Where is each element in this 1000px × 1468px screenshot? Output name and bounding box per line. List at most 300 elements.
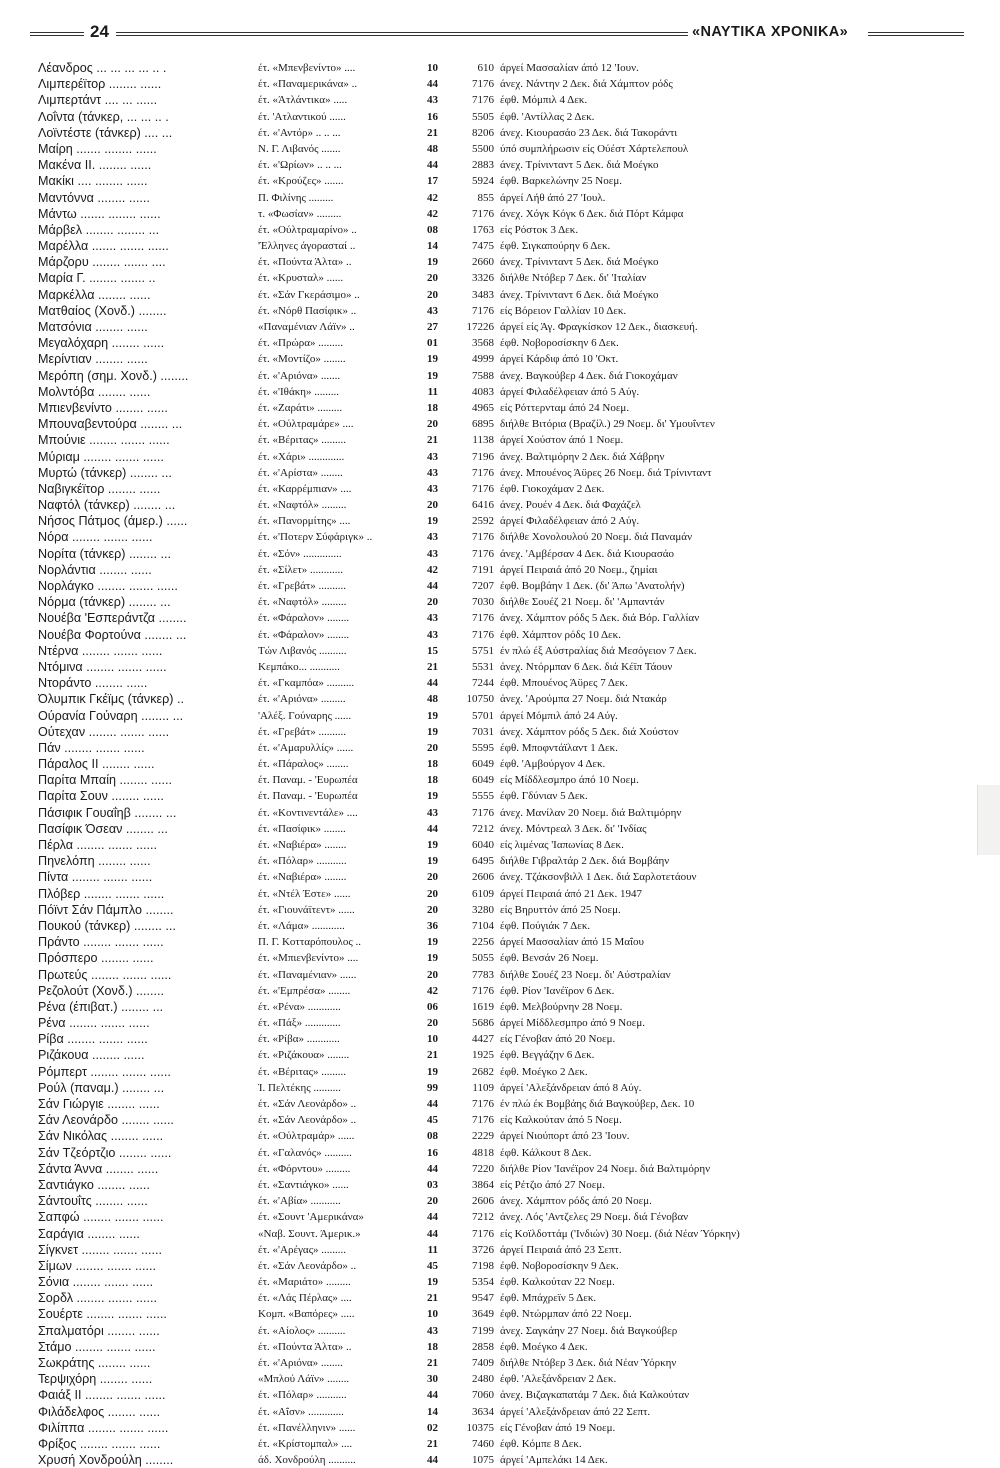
build-year: 43 [427, 1324, 438, 1337]
position-report: έφθ. Μοέγκο 4 Δεκ. [500, 1340, 588, 1353]
table-row [38, 529, 798, 545]
owner-agent: έτ. «Παναμένιαν» ...... [258, 968, 357, 981]
header-rule-middle [116, 32, 688, 36]
owner-agent: έτ. «Ζαράτι» ......... [258, 401, 343, 414]
position-report: άργεί Πειραιά άπό 23 Σεπτ. [500, 1243, 622, 1256]
owner-agent: έτ. «Λάς Πέρλας» .... [258, 1292, 352, 1305]
table-row [38, 610, 798, 626]
build-year: 19 [427, 1276, 438, 1289]
position-report: άνεχ. Μπουένος Άϋρες 26 Νοεμ. διά Τρίνινταντ [500, 466, 712, 479]
build-year: 43 [427, 612, 438, 625]
ship-name: Πράντο ........ ....... ...... [38, 935, 164, 950]
ship-name: Μεγαλόχαρη ........ ...... [38, 336, 165, 351]
build-year: 19 [427, 952, 438, 965]
table-row [38, 465, 798, 481]
tonnage: 1619 [472, 1000, 494, 1013]
position-report: άνεχ. Ντόρμπαν 6 Δεκ. διά Κέϊπ Τάουν [500, 660, 673, 673]
position-report: άνεχ. Νάντην 2 Δεκ. διά Χάμπτον ρόδς [500, 78, 673, 91]
ship-name: Σάντα Άννα ........ ...... [38, 1161, 159, 1176]
position-report: ύπό συμπλήρωσιν είς Ούέστ Χάρτελεπουλ [500, 142, 689, 155]
tonnage: 5531 [472, 660, 494, 673]
tonnage: 10375 [466, 1421, 494, 1434]
build-year: 43 [427, 806, 438, 819]
position-report: άργεί είς Άγ. Φραγκίσκον 12 Δεκ., διασκευή. [500, 321, 698, 333]
owner-agent: έτ. «'Αριόνα» ....... [258, 369, 341, 382]
table-row [38, 351, 798, 367]
table-row [38, 222, 798, 238]
ship-name: Ρούλ (παναμ.) ........ ... [38, 1080, 165, 1095]
ship-name: Μαρία Γ. ........ ....... .. [38, 271, 156, 286]
build-year: 42 [427, 984, 438, 997]
tonnage: 3483 [472, 288, 494, 301]
position-report: έφθ. Νοβοροσίσκην 6 Δεκ. [500, 337, 619, 350]
position-report: έφθ. Κόμπε 8 Δεκ. [500, 1437, 582, 1450]
build-year: 17 [427, 175, 438, 188]
table-row [38, 869, 798, 885]
build-year: 14 [427, 1405, 438, 1418]
build-year: 21 [427, 1292, 438, 1305]
ship-name: Μυρτώ (τάνκερ) ........ ... [38, 465, 172, 480]
table-row [38, 270, 798, 286]
tonnage: 2858 [472, 1340, 494, 1353]
build-year: 43 [427, 450, 438, 463]
build-year: 08 [427, 1130, 438, 1143]
page-number: 24 [90, 22, 109, 41]
build-year: 44 [427, 677, 438, 690]
position-report: έφθ. Μοέγκο 2 Δεκ. [500, 1065, 588, 1078]
ship-name: Φιλάδελφος ........ ...... [38, 1404, 161, 1419]
tonnage: 2229 [472, 1130, 494, 1143]
build-year: 44 [427, 1389, 438, 1402]
table-row [38, 368, 798, 384]
tonnage: 5924 [472, 175, 494, 188]
table-row [38, 416, 798, 432]
position-report: άνεχ. Μανίλαν 20 Νοεμ. διά Βαλτιμόρην [500, 806, 682, 819]
position-report: έφθ. Γιοκοχάμαν 2 Δεκ. [500, 482, 605, 495]
tonnage: 7176 [472, 547, 494, 560]
owner-agent: έτ. «Σόν» .............. [258, 547, 342, 560]
position-report: άνεχ. 'Αρούμπα 27 Νοεμ. διά Ντακάρ [500, 693, 667, 706]
build-year: 42 [427, 563, 438, 576]
ship-name: Μπουναβεντούρα ........ ... [38, 417, 183, 432]
position-report: άνεχ. Κιουρασάο 23 Δεκ. διά Τακοράντι [500, 126, 678, 139]
position-report: έφθ. Μπουένος Άϋρες 7 Δεκ. [500, 677, 628, 690]
build-year: 10 [427, 62, 438, 74]
position-report: έφθ. Βενσάν 26 Νοεμ. [500, 952, 599, 965]
build-year: 18 [427, 758, 438, 771]
ship-name: Σάν Λεονάρδο ........ ...... [38, 1113, 174, 1128]
torn-page-edge [977, 785, 1000, 855]
page-header [28, 22, 966, 44]
tonnage: 4965 [472, 401, 494, 414]
build-year: 16 [427, 1146, 438, 1159]
build-year: 43 [427, 304, 438, 317]
table-row [38, 1193, 798, 1209]
owner-agent: έτ. «Παναμερικάνα» .. [258, 78, 358, 91]
ship-name: Πίντα ........ ....... ...... [38, 870, 153, 885]
position-report: διήλθε Χονολουλού 20 Νοεμ. διά Παναμάν [500, 531, 693, 544]
ship-name: Φιλίππα ........ ....... ...... [38, 1420, 169, 1435]
tonnage: 17226 [466, 321, 494, 333]
position-report: έφθ. Ντώρμπαν άπό 22 Νοεμ. [500, 1308, 632, 1321]
position-report: έφθ. Μόμπιλ 4 Δεκ. [500, 94, 588, 107]
build-year: 44 [427, 822, 438, 835]
table-row [38, 562, 798, 578]
tonnage: 7176 [472, 1114, 494, 1127]
ship-name: Νόρα ........ ....... ...... [38, 530, 153, 545]
build-year: 42 [427, 191, 438, 204]
owner-agent: έτ. «Ούλτραμάρε» .... [258, 418, 354, 431]
table-row [38, 319, 798, 335]
ship-name: Νουέβα Φορτούνα ........ ... [38, 627, 187, 642]
owner-agent: Τών Λιβανός .......... [258, 644, 347, 657]
build-year: 43 [427, 547, 438, 560]
position-report: διήλθε Βιτόρια (Βραζίλ.) 29 Νοεμ. δι' Υμουΐντεν [500, 418, 715, 431]
build-year: 44 [427, 1227, 438, 1240]
ship-name: Μερίντιαν ........ ...... [38, 352, 148, 367]
tonnage: 7031 [472, 725, 494, 738]
tonnage: 7176 [472, 1098, 494, 1110]
ship-name: Φρίξος ........ ....... ...... [38, 1436, 161, 1451]
build-year: 19 [427, 725, 438, 738]
table-row [38, 691, 798, 707]
ship-name: Ρένα (έπιβατ.) ........ ... [38, 999, 164, 1014]
table-row [38, 1371, 798, 1387]
tonnage: 7176 [472, 482, 494, 495]
tonnage: 7176 [472, 1227, 494, 1240]
table-row [38, 335, 798, 351]
position-report: διήλθε Σουέζ 21 Νοεμ. δι' 'Αμπαντάν [500, 596, 665, 609]
owner-agent: έτ. «Ούλτραμάρ» ...... [258, 1130, 355, 1143]
table-row [38, 627, 798, 643]
table-row [38, 1323, 798, 1339]
tonnage: 7176 [472, 78, 494, 91]
build-year: 44 [427, 1098, 438, 1110]
owner-agent: Π. Γ. Κοτταρόπουλος .. [258, 936, 361, 949]
tonnage: 3326 [472, 272, 494, 285]
ship-name: Μολντόβα ........ ...... [38, 384, 151, 399]
tonnage: 3864 [472, 1178, 494, 1191]
owner-agent: έτ. Παναμ. - 'Ευρωπέα [258, 774, 358, 787]
ship-name: Ούτεχαν ........ ....... ...... [38, 724, 170, 739]
table-row [38, 1209, 798, 1225]
owner-agent: 'Αλέξ. Γούναρης ...... [258, 709, 352, 722]
tonnage: 10750 [466, 693, 494, 706]
ship-name: Ναβιγκέϊτορ ........ ...... [38, 481, 161, 496]
ship-name: Ντοράντο ........ ...... [38, 676, 148, 691]
tonnage: 7460 [472, 1437, 494, 1450]
position-report: είς Ρόστοκ 3 Δεκ. [500, 223, 579, 236]
tonnage: 855 [477, 191, 494, 204]
owner-agent: έτ. «'Αντόρ» .. .. ... [258, 126, 341, 139]
tonnage: 2606 [472, 1195, 494, 1208]
build-year: 19 [427, 353, 438, 366]
owner-agent: έτ. «Γαλανός» .......... [258, 1146, 352, 1159]
table-row [38, 837, 798, 853]
tonnage: 7207 [472, 580, 494, 592]
table-row [38, 449, 798, 465]
tonnage: 3649 [472, 1308, 494, 1321]
ship-name: Πρωτεύς ........ ....... ...... [38, 967, 172, 982]
build-year: 18 [427, 401, 438, 414]
table-row [38, 384, 798, 400]
tonnage: 7212 [472, 822, 494, 835]
position-report: διήλθε Ντόβερ 3 Δεκ. διά Νέαν Ύόρκην [500, 1357, 677, 1369]
position-report: άνεχ. 'Αμβέρσαν 4 Δεκ. διά Κιουρασάο [500, 547, 675, 560]
table-row [38, 1226, 798, 1242]
position-report: άργεί Πειραιά άπό 21 Δεκ. 1947 [500, 887, 642, 900]
table-row [38, 109, 798, 125]
owner-agent: έτ. «Μπιενβενίντο» .... [258, 952, 359, 965]
header-rule-right [868, 32, 964, 36]
tonnage: 5751 [472, 644, 494, 657]
build-year: 45 [427, 1259, 438, 1272]
ship-name: Μαρκέλλα ........ ...... [38, 287, 151, 302]
tonnage: 9547 [472, 1292, 494, 1305]
tonnage: 8206 [472, 126, 494, 139]
position-report: έφθ. 'Αλεξάνδρειαν 2 Δεκ. [500, 1373, 617, 1386]
build-year: 19 [427, 855, 438, 868]
table-row [38, 1112, 798, 1128]
tonnage: 7220 [472, 1162, 494, 1175]
tonnage: 7104 [472, 919, 494, 932]
position-report: άργεί Μασσαλίαν άπό 15 Μαΐου [500, 936, 644, 949]
position-report: άνεχ. Βιζαγκαπατάμ 7 Δεκ. διά Καλκούταν [500, 1389, 690, 1402]
tonnage: 1109 [472, 1081, 494, 1094]
owner-agent: έτ. «Ριζάκουα» ........ [258, 1049, 350, 1062]
position-report: άνεχ. Τζάκσονβιλλ 1 Δεκ. διά Σαρλοτετάουν [500, 871, 697, 884]
position-report: άνεχ. Βαγκούβερ 4 Δεκ. διά Γιοκοχάμαν [500, 369, 678, 382]
position-report: άνεχ. Χόγκ Κόγκ 6 Δεκ. διά Πόρτ Κάμφα [500, 207, 684, 220]
owner-agent: έτ. «Μαριάτο» ......... [258, 1276, 351, 1289]
tonnage: 6049 [472, 758, 494, 771]
position-report: άργεί Μόμπιλ άπό 24 Αύγ. [500, 709, 618, 722]
ship-name: Λοΐντα (τάνκερ, ... ... .. . [38, 109, 169, 124]
build-year: 20 [427, 968, 438, 981]
owner-agent: έτ. «Αίολος» .......... [258, 1324, 346, 1337]
owner-agent: έτ. «Ναφτόλ» ......... [258, 596, 347, 609]
position-report: έφθ. Νοβοροσίσκην 9 Δεκ. [500, 1259, 619, 1272]
build-year: 01 [427, 337, 438, 350]
owner-agent: έτ. «Πόλαρ» ........... [258, 855, 347, 868]
owner-agent: έτ. «Ναφτόλ» ......... [258, 499, 347, 512]
tonnage: 6895 [472, 418, 494, 431]
position-report: έφθ. Βεγγάζην 6 Δεκ. [500, 1049, 595, 1062]
table-row [38, 1420, 798, 1436]
owner-agent: έτ. «Ούλτραμαρίνο» .. [258, 223, 357, 236]
position-report: έφθ. 'Αντίλλας 2 Δεκ. [500, 110, 595, 123]
owner-agent: έτ. «Άτλάντικα» ..... [258, 94, 348, 107]
position-report: άνεχ. Μόντρεαλ 3 Δεκ. δι' 'Ινδίας [500, 822, 647, 835]
tonnage: 7198 [472, 1259, 494, 1272]
ship-name: Μαίρη ....... ........ ...... [38, 141, 157, 156]
build-year: 03 [427, 1178, 438, 1191]
owner-agent: έτ. «Βέριτας» ......... [258, 434, 346, 447]
position-report: έφθ. Βαρκελώνην 25 Νοεμ. [500, 175, 622, 188]
owner-agent: «Ναβ. Σουντ. Άμερικ.» [258, 1227, 361, 1240]
tonnage: 6416 [472, 499, 494, 512]
build-year: 18 [427, 774, 438, 787]
build-year: 21 [427, 434, 438, 447]
table-row [38, 60, 798, 76]
table-row [38, 724, 798, 740]
position-report: άργεί Κάρδιφ άπό 10 'Οκτ. [500, 353, 619, 366]
build-year: 19 [427, 515, 438, 528]
table-row [38, 934, 798, 950]
header-rule-left [30, 32, 84, 36]
position-report: έφθ. 'Αμβούργον 4 Δεκ. [500, 758, 606, 771]
owner-agent: έτ. 'Ατλαντικού ...... [258, 110, 346, 123]
build-year: 48 [427, 142, 438, 155]
tonnage: 7176 [472, 984, 494, 997]
ship-name: Πάν ........ ....... ...... [38, 740, 145, 755]
owner-agent: έτ. «Κρυσταλ» ...... [258, 272, 344, 285]
build-year: 20 [427, 596, 438, 609]
position-report: είς Ρόττερνταμ άπό 24 Νοεμ. [500, 401, 630, 414]
ship-position-list [38, 60, 798, 1468]
build-year: 02 [427, 1421, 438, 1434]
tonnage: 7191 [472, 563, 494, 576]
position-report: άργεί Μασσαλίαν άπό 12 'Ιουν. [500, 62, 639, 74]
build-year: 44 [427, 1162, 438, 1175]
build-year: 19 [427, 1065, 438, 1078]
table-row [38, 999, 798, 1015]
table-row [38, 821, 798, 837]
position-report: έφθ. Πούγιάκ 7 Δεκ. [500, 919, 591, 932]
table-row [38, 303, 798, 319]
position-report: είς Κοϊλδοττάμ ('Ινδιών) 30 Νοεμ. (διά Νέαν Ύόρκην) [500, 1227, 740, 1240]
position-report: άνεχ. Χάμπτον ρόδς άπό 20 Νοεμ. [500, 1195, 652, 1208]
table-row [38, 1031, 798, 1047]
position-report: διήλθε Ρίον 'Ιανέϊρον 24 Νοεμ. διά Βαλτιμόρην [500, 1162, 711, 1175]
owner-agent: Κομπ. «Βαπόρες» ..... [258, 1308, 355, 1321]
position-report: άργεί Λήθ άπό 27 'Ιουλ. [500, 191, 606, 204]
owner-agent: έτ. Παναμ. - 'Ευρωπέα [258, 790, 358, 803]
tonnage: 1138 [472, 434, 494, 447]
ship-name: Σωκράτης ........ ...... [38, 1356, 151, 1370]
build-year: 45 [427, 1114, 438, 1127]
owner-agent: έτ. «Νόρθ Πασίφικ» .. [258, 304, 357, 317]
tonnage: 3634 [472, 1405, 494, 1418]
build-year: 20 [427, 418, 438, 431]
tonnage: 5595 [472, 741, 494, 754]
build-year: 48 [427, 693, 438, 706]
owner-agent: έτ. «Ναβιέρα» ........ [258, 839, 347, 851]
table-row [38, 157, 798, 173]
ship-name: Ρίβα ........ ....... ...... [38, 1032, 148, 1047]
table-row [38, 788, 798, 804]
build-year: 20 [427, 288, 438, 301]
ship-name: Νόρμα (τάνκερ) ........ ... [38, 595, 171, 610]
build-year: 44 [427, 159, 438, 172]
tonnage: 1763 [472, 223, 494, 236]
build-year: 21 [427, 1357, 438, 1369]
owner-agent: έτ. «Πάξ» ............. [258, 1017, 341, 1030]
table-row [38, 1128, 798, 1144]
table-row [38, 76, 798, 92]
table-row [38, 594, 798, 610]
tonnage: 4427 [472, 1033, 494, 1046]
table-row [38, 1387, 798, 1403]
tonnage: 5055 [472, 952, 494, 965]
table-row [38, 546, 798, 562]
build-year: 20 [427, 871, 438, 884]
position-report: άνεχ. Τρίνινταντ 5 Δεκ. διά Μοέγκο [500, 159, 659, 172]
table-row [38, 918, 798, 934]
table-row [38, 141, 798, 157]
owner-agent: έτ. «Γρεβάτ» .......... [258, 725, 347, 738]
ship-name: Μακίκι .... ........ ...... [38, 174, 148, 189]
ship-name: Σίμων ........ ....... ...... [38, 1258, 156, 1273]
tonnage: 5555 [472, 790, 494, 803]
owner-agent: έτ. «'Αριόνα» ......... [258, 693, 346, 706]
owner-agent: έτ. «Ρίβα» ............ [258, 1033, 340, 1046]
tonnage: 7176 [472, 94, 494, 107]
tonnage: 2592 [472, 515, 494, 528]
owner-agent: έτ. «Μοντίζο» ........ [258, 353, 346, 366]
build-year: 20 [427, 903, 438, 916]
ship-name: Σπαλματόρι ........ ...... [38, 1323, 160, 1338]
tonnage: 7030 [472, 596, 494, 609]
table-row [38, 853, 798, 869]
position-report: έφθ. Μελβούρνην 28 Νοεμ. [500, 1000, 623, 1013]
table-row [38, 659, 798, 675]
table-row [38, 643, 798, 659]
owner-agent: έτ. «Πούντα Άλτα» .. [258, 256, 352, 269]
ship-name: Πόϊντ Σάν Πάμπλο ........ [38, 902, 174, 917]
table-row [38, 173, 798, 189]
tonnage: 3280 [472, 903, 494, 916]
build-year: 44 [427, 580, 438, 592]
tonnage: 2660 [472, 256, 494, 269]
tonnage: 2883 [472, 159, 494, 172]
position-report: είς Γένοβαν άπό 20 Νοεμ. [500, 1033, 616, 1046]
ship-name: Λοϊντέστε (τάνκερ) .... ... [38, 125, 173, 140]
table-row [38, 513, 798, 529]
build-year: 43 [427, 628, 438, 641]
owner-agent: Π. Φιλίνης ......... [258, 191, 334, 204]
build-year: 42 [427, 207, 438, 220]
table-row [38, 1404, 798, 1420]
ship-name: Χρυσή Χονδρούλη ........ [38, 1453, 174, 1468]
tonnage: 2606 [472, 871, 494, 884]
ship-name: Ματσόνια ........ ...... [38, 320, 148, 334]
ship-name: Νορλάγκο ........ ....... ...... [38, 579, 178, 593]
position-report: έφθ. Κάλκουτ 8 Δεκ. [500, 1146, 592, 1159]
position-report: άργεί 'Αμπελάκι 14 Δεκ. [500, 1454, 608, 1467]
ship-name: Μπιενβενίντο ........ ...... [38, 400, 168, 415]
position-report: είς Γένοβαν άπό 19 Νοεμ. [500, 1421, 616, 1434]
build-year: 19 [427, 369, 438, 382]
position-report: άργεί Φιλαδέλφειαν άπό 5 Αύγ. [500, 385, 640, 398]
owner-agent: έτ. «Γιουνάϊτεντ» ...... [258, 903, 355, 916]
table-row [38, 254, 798, 270]
ship-name: Πλόβερ ........ ....... ...... [38, 886, 165, 901]
build-year: 19 [427, 839, 438, 851]
ship-name: Ντέρνα ........ ....... ...... [38, 643, 163, 658]
ship-name: Ματθαίος (Χονδ.) ........ [38, 303, 167, 318]
ship-name: Μαντόννα ........ ...... [38, 190, 150, 205]
position-report: διήλθε Γιβραλτάρ 2 Δεκ. διά Βομβάην [500, 855, 670, 868]
ship-name: Μύριαμ ........ ....... ...... [38, 449, 164, 464]
table-row [38, 805, 798, 821]
owner-agent: 'Έλληνες άγορασταί .. [258, 240, 356, 253]
build-year: 20 [427, 887, 438, 900]
position-report: άργεί Πειραιά άπό 20 Νοεμ., ζημίαι [500, 563, 658, 576]
tonnage: 2256 [472, 936, 494, 949]
owner-agent: έτ. «Πούντα Άλτα» .. [258, 1340, 352, 1353]
owner-agent: έτ. «Κρούζες» ....... [258, 175, 344, 188]
